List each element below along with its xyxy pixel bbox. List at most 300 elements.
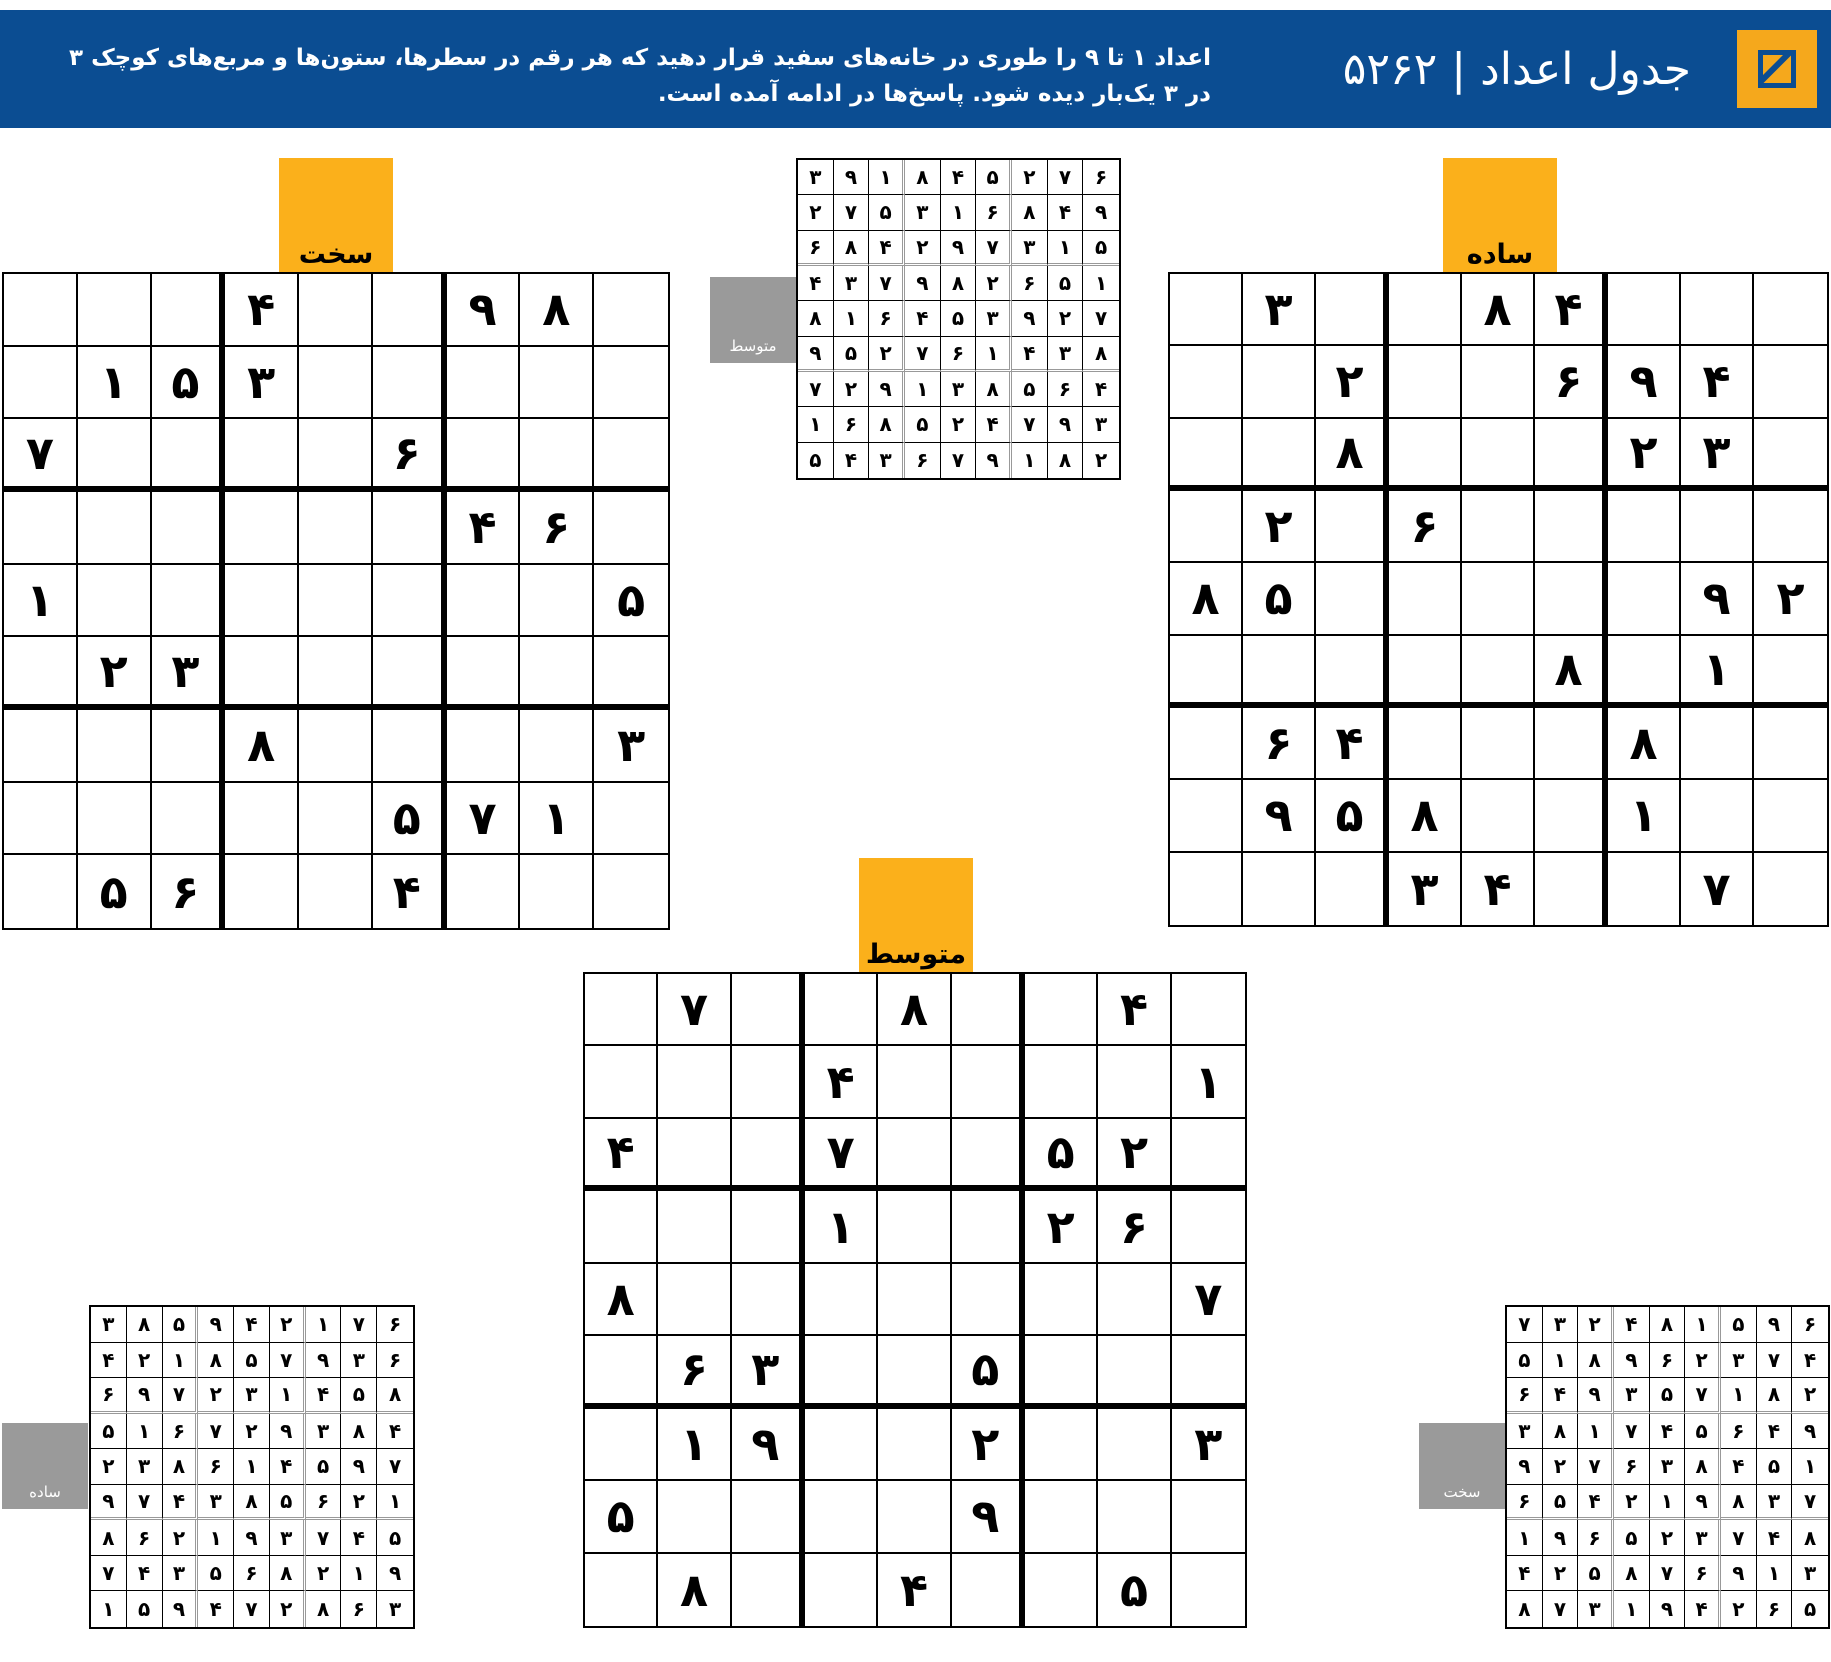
sudoku-cell: ۷ [658, 974, 731, 1046]
sudoku-cell: ۲ [1543, 1556, 1579, 1592]
sudoku-cell: ۸ [270, 1556, 306, 1592]
sudoku-cell [1681, 491, 1754, 563]
sudoku-cell [594, 855, 668, 928]
sudoku-cell [78, 492, 152, 565]
sudoku-cell: ۵ [869, 195, 905, 230]
sudoku-cell: ۶ [869, 301, 905, 336]
sudoku-cell: ۸ [1462, 274, 1535, 346]
sudoku-cell: ۶ [91, 1378, 127, 1414]
sudoku-cell: ۳ [869, 443, 905, 478]
sudoku-cell: ۵ [1048, 266, 1084, 301]
sudoku-cell: ۳ [976, 301, 1012, 336]
sudoku-cell: ۹ [952, 1481, 1025, 1553]
sudoku-cell: ۳ [225, 347, 299, 420]
sudoku-cell: ۵ [976, 160, 1012, 195]
sudoku-cell [1681, 708, 1754, 780]
sudoku-cell: ۵ [1543, 1485, 1579, 1521]
sudoku-cell [585, 1191, 658, 1263]
sudoku-cell [1389, 708, 1462, 780]
sudoku-cell: ۸ [658, 1554, 731, 1626]
sudoku-cell: ۲ [941, 407, 977, 442]
sudoku-cell: ۶ [834, 407, 870, 442]
sudoku-cell [225, 565, 299, 638]
sudoku-cell: ۹ [941, 231, 977, 266]
answer-easy-tag: ساده [2, 1423, 88, 1509]
medium-label-tag [859, 858, 973, 972]
sudoku-cell [1754, 274, 1827, 346]
sudoku-cell: ۸ [1721, 1485, 1757, 1521]
sudoku-cell [732, 1191, 805, 1263]
instructions-text: اعداد ۱ تا ۹ را طوری در خانه‌های سفید قرار دهید که هر رقم در سطرها، ستون‌ها و مربع‌های کوچک ۳ در ۳ یک‌بار دیده شود. پاسخ‌ها در ادامه آمده است. [69, 45, 1211, 107]
sudoku-cell: ۱ [377, 1485, 413, 1521]
sudoku-cell [1170, 491, 1243, 563]
sudoku-cell: ۳ [1681, 419, 1754, 491]
sudoku-cell: ۸ [878, 974, 951, 1046]
sudoku-cell: ۸ [1389, 780, 1462, 852]
sudoku-cell: ۳ [127, 1449, 163, 1485]
sudoku-cell [1316, 491, 1389, 563]
sudoku-cell [1389, 346, 1462, 418]
sudoku-cell [299, 565, 373, 638]
sudoku-cell: ۳ [306, 1414, 342, 1450]
sudoku-cell [1243, 419, 1316, 491]
sudoku-cell [299, 492, 373, 565]
sudoku-cell: ۹ [1012, 301, 1048, 336]
sudoku-cell [447, 710, 521, 783]
sudoku-cell [1170, 780, 1243, 852]
sudoku-cell: ۴ [905, 301, 941, 336]
sudoku-cell [1025, 1264, 1098, 1336]
sudoku-cell: ۸ [1048, 443, 1084, 478]
sudoku-cell [1754, 419, 1827, 491]
sudoku-cell: ۹ [834, 160, 870, 195]
sudoku-cell [1098, 1481, 1171, 1553]
sudoku-cell [585, 1554, 658, 1626]
sudoku-cell: ۸ [1170, 563, 1243, 635]
sudoku-cell: ۶ [127, 1520, 163, 1556]
sudoku-cell: ۵ [377, 1520, 413, 1556]
sudoku-cell: ۴ [941, 160, 977, 195]
sudoku-cell: ۴ [878, 1554, 951, 1626]
sudoku-cell [225, 492, 299, 565]
sudoku-cell: ۶ [341, 1591, 377, 1627]
sudoku-cell: ۸ [869, 407, 905, 442]
sudoku-cell [585, 974, 658, 1046]
sudoku-cell [1462, 708, 1535, 780]
sudoku-cell: ۶ [1083, 160, 1119, 195]
sudoku-cell: ۴ [798, 266, 834, 301]
sudoku-cell: ۲ [198, 1378, 234, 1414]
sudoku-cell: ۷ [834, 195, 870, 230]
sudoku-cell: ۴ [163, 1485, 199, 1521]
sudoku-cell [1389, 419, 1462, 491]
sudoku-cell: ۲ [1721, 1591, 1757, 1627]
sudoku-cell: ۲ [78, 637, 152, 710]
sudoku-cell [1535, 491, 1608, 563]
sudoku-cell: ۸ [234, 1485, 270, 1521]
sudoku-cell: ۲ [1614, 1485, 1650, 1521]
sudoku-cell [520, 419, 594, 492]
sudoku-cell [78, 565, 152, 638]
sudoku-cell [1025, 1409, 1098, 1481]
answer-hard-tag: سخت [1419, 1423, 1505, 1509]
sudoku-cell [1172, 1119, 1245, 1191]
sudoku-cell: ۳ [198, 1485, 234, 1521]
sudoku-cell: ۸ [798, 301, 834, 336]
sudoku-cell: ۲ [91, 1449, 127, 1485]
sudoku-cell: ۸ [1578, 1343, 1614, 1379]
easy-label-tag [1443, 158, 1557, 272]
sudoku-cell: ۹ [377, 1556, 413, 1592]
sudoku-cell [805, 1554, 878, 1626]
sudoku-cell: ۴ [805, 1046, 878, 1118]
sudoku-cell: ۷ [234, 1591, 270, 1627]
sudoku-cell: ۸ [306, 1591, 342, 1627]
sudoku-cell [878, 1191, 951, 1263]
sudoku-cell: ۸ [1608, 708, 1681, 780]
sudoku-cell: ۵ [1578, 1556, 1614, 1592]
sudoku-cell: ۷ [1614, 1414, 1650, 1450]
answer-grid-hard [1505, 1305, 1830, 1629]
sudoku-cell: ۵ [163, 1307, 199, 1343]
sudoku-cell [594, 637, 668, 710]
sudoku-cell: ۵ [1614, 1520, 1650, 1556]
sudoku-cell [1025, 1481, 1098, 1553]
sudoku-cell: ۳ [91, 1307, 127, 1343]
sudoku-cell [594, 274, 668, 347]
sudoku-cell: ۴ [585, 1119, 658, 1191]
sudoku-cell: ۵ [1083, 231, 1119, 266]
sudoku-cell: ۵ [234, 1343, 270, 1379]
sudoku-cell [152, 419, 226, 492]
sudoku-cell: ۴ [1650, 1414, 1686, 1450]
sudoku-cell: ۲ [1316, 346, 1389, 418]
sudoku-cell [447, 855, 521, 928]
sudoku-cell: ۴ [1757, 1414, 1793, 1450]
sudoku-cell: ۴ [373, 855, 447, 928]
sudoku-cell: ۳ [389, 1597, 402, 1622]
sudoku-cell: ۶ [1012, 266, 1048, 301]
sudoku-cell [1025, 1336, 1098, 1408]
hard-label: سخت [298, 239, 374, 270]
sudoku-cell [1389, 636, 1462, 708]
sudoku-cell: ۴ [91, 1343, 127, 1379]
sudoku-cell [878, 1481, 951, 1553]
sudoku-cell: ۵ [585, 1481, 658, 1553]
sudoku-cell [373, 347, 447, 420]
sudoku-cell [4, 783, 78, 856]
sudoku-cell: ۵ [905, 407, 941, 442]
sudoku-cell: ۸ [1685, 1449, 1721, 1485]
sudoku-cell [1172, 1481, 1245, 1553]
sudoku-cell: ۷ [1578, 1449, 1614, 1485]
sudoku-cell: ۲ [976, 266, 1012, 301]
sudoku-cell: ۱ [1048, 231, 1084, 266]
sudoku-cell: ۹ [447, 274, 521, 347]
sudoku-cell: ۴ [1721, 1449, 1757, 1485]
sudoku-cell: ۴ [234, 1307, 270, 1343]
sudoku-cell: ۵ [1650, 1378, 1686, 1414]
sudoku-cell: ۲ [1025, 1191, 1098, 1263]
sudoku-cell [225, 855, 299, 928]
sudoku-cell [4, 492, 78, 565]
sudoku-cell: ۱ [1543, 1343, 1579, 1379]
sudoku-cell: ۵ [1721, 1307, 1757, 1343]
sudoku-cell: ۶ [1685, 1556, 1721, 1592]
sudoku-cell: ۷ [941, 443, 977, 478]
sudoku-cell [878, 1264, 951, 1336]
sudoku-cell: ۹ [306, 1343, 342, 1379]
sudoku-cell [78, 419, 152, 492]
sudoku-cell: ۹ [1614, 1343, 1650, 1379]
sudoku-cell: ۶ [163, 1414, 199, 1450]
sudoku-cell: ۵ [152, 347, 226, 420]
sudoku-cell: ۶ [377, 1307, 413, 1343]
sudoku-cell [1535, 563, 1608, 635]
sudoku-cell [4, 274, 78, 347]
sudoku-cell: ۱ [1792, 1449, 1828, 1485]
sudoku-cell [1535, 853, 1608, 925]
sudoku-cell: ۳ [1685, 1520, 1721, 1556]
sudoku-cell [1389, 563, 1462, 635]
sudoku-cell: ۷ [1681, 853, 1754, 925]
sudoku-cell [152, 710, 226, 783]
sudoku-cell [1608, 274, 1681, 346]
sudoku-cell: ۲ [1608, 419, 1681, 491]
sudoku-cell: ۷ [306, 1520, 342, 1556]
sudoku-cell: ۶ [198, 1449, 234, 1485]
sudoku-cell: ۸ [520, 274, 594, 347]
sudoku-cell [1170, 636, 1243, 708]
sudoku-cell: ۸ [1650, 1307, 1686, 1343]
sudoku-cell [4, 710, 78, 783]
sudoku-cell: ۹ [869, 372, 905, 407]
sudoku-cell: ۴ [1012, 337, 1048, 372]
sudoku-cell [299, 783, 373, 856]
sudoku-cell: ۱ [941, 195, 977, 230]
sudoku-cell: ۵ [270, 1485, 306, 1521]
sudoku-cell: ۶ [1578, 1520, 1614, 1556]
sudoku-cell: ۹ [234, 1520, 270, 1556]
sudoku-cell: ۳ [234, 1378, 270, 1414]
sudoku-cell: ۱ [1507, 1520, 1543, 1556]
sudoku-cell: ۵ [1757, 1449, 1793, 1485]
sudoku-cell: ۱ [1012, 443, 1048, 478]
sudoku-cell: ۵ [341, 1378, 377, 1414]
sudoku-cell [1025, 1554, 1098, 1626]
sudoku-cell [78, 710, 152, 783]
sudoku-cell [373, 492, 447, 565]
sudoku-cell: ۷ [163, 1378, 199, 1414]
sudoku-cell: ۱ [1685, 1307, 1721, 1343]
sudoku-cell: ۲ [1243, 491, 1316, 563]
sudoku-cell: ۴ [1614, 1307, 1650, 1343]
sudoku-cell: ۷ [869, 266, 905, 301]
sudoku-cell: ۱ [1172, 1046, 1245, 1118]
sudoku-cell: ۶ [152, 855, 226, 928]
sudoku-cell: ۶ [976, 195, 1012, 230]
sudoku-cell: ۷ [198, 1414, 234, 1450]
sudoku-cell: ۵ [198, 1556, 234, 1592]
sudoku-cell: ۶ [1098, 1191, 1171, 1263]
brand-logo-icon [1737, 30, 1817, 108]
sudoku-cell [594, 347, 668, 420]
sudoku-cell [1098, 1336, 1171, 1408]
sudoku-cell: ۴ [198, 1591, 234, 1627]
sudoku-cell [1316, 563, 1389, 635]
sudoku-cell [952, 1264, 1025, 1336]
sudoku-cell [952, 974, 1025, 1046]
sudoku-cell: ۸ [1083, 337, 1119, 372]
sudoku-cell: ۱ [798, 407, 834, 442]
sudoku-cell: ۲ [1685, 1343, 1721, 1379]
sudoku-cell [732, 974, 805, 1046]
sudoku-cell [1316, 636, 1389, 708]
answer-medium-tag: متوسط [710, 277, 796, 363]
header-bar [0, 10, 1831, 128]
sudoku-cell: ۲ [306, 1556, 342, 1592]
sudoku-cell [373, 710, 447, 783]
sudoku-cell: ۴ [1048, 195, 1084, 230]
sudoku-cell [878, 1336, 951, 1408]
sudoku-cell [78, 783, 152, 856]
sudoku-cell: ۱ [306, 1307, 342, 1343]
sudoku-cell: ۴ [1535, 274, 1608, 346]
sudoku-cell [805, 1481, 878, 1553]
sudoku-cell [658, 1481, 731, 1553]
sudoku-cell [878, 1409, 951, 1481]
sudoku-cell: ۹ [1792, 1414, 1828, 1450]
sudoku-cell [952, 1046, 1025, 1118]
sudoku-cell: ۹ [1681, 563, 1754, 635]
sudoku-cell [225, 637, 299, 710]
sudoku-cell: ۵ [1316, 780, 1389, 852]
sudoku-cell: ۵ [952, 1336, 1025, 1408]
sudoku-cell [520, 347, 594, 420]
sudoku-cell [585, 1409, 658, 1481]
sudoku-cell [1172, 974, 1245, 1046]
sudoku-cell: ۵ [91, 1414, 127, 1450]
sudoku-cell: ۵ [594, 565, 668, 638]
sudoku-cell [152, 565, 226, 638]
sudoku-cell [447, 565, 521, 638]
sudoku-cell [1098, 1409, 1171, 1481]
sudoku-cell: ۵ [1507, 1343, 1543, 1379]
sudoku-cell: ۲ [341, 1485, 377, 1521]
sudoku-cell: ۸ [976, 372, 1012, 407]
sudoku-cell [952, 1554, 1025, 1626]
sudoku-cell: ۸ [1507, 1591, 1543, 1627]
sudoku-cell [952, 1191, 1025, 1263]
sudoku-cell: ۲ [1095, 448, 1108, 473]
sudoku-cell: ۴ [306, 1378, 342, 1414]
sudoku-cell: ۹ [798, 337, 834, 372]
sudoku-cell: ۳ [270, 1520, 306, 1556]
sudoku-cell: ۵ [1804, 1597, 1817, 1622]
sudoku-cell: ۷ [905, 337, 941, 372]
sudoku-cell: ۸ [1012, 195, 1048, 230]
sudoku-cell: ۳ [1048, 337, 1084, 372]
sudoku-cell [805, 974, 878, 1046]
sudoku-cell: ۵ [1685, 1414, 1721, 1450]
sudoku-cell: ۵ [306, 1449, 342, 1485]
sudoku-cell: ۲ [1754, 563, 1827, 635]
sudoku-cell: ۶ [941, 337, 977, 372]
sudoku-cell: ۴ [1578, 1485, 1614, 1521]
sudoku-cell: ۶ [1650, 1343, 1686, 1379]
easy-label: ساده [1466, 239, 1534, 270]
sudoku-cell: ۳ [834, 266, 870, 301]
sudoku-cell: ۱ [341, 1556, 377, 1592]
sudoku-cell [299, 855, 373, 928]
sudoku-cell: ۶ [798, 231, 834, 266]
sudoku-cell [1754, 491, 1827, 563]
sudoku-cell: ۹ [1757, 1307, 1793, 1343]
sudoku-cell [299, 274, 373, 347]
sudoku-cell: ۸ [127, 1307, 163, 1343]
sudoku-cell [732, 1481, 805, 1553]
sudoku-cell: ۳ [1507, 1414, 1543, 1450]
sudoku-cell [299, 419, 373, 492]
sudoku-cell [1098, 1046, 1171, 1118]
sudoku-cell [1754, 346, 1827, 418]
sudoku-cell [225, 419, 299, 492]
sudoku-cell: ۴ [1792, 1343, 1828, 1379]
sudoku-cell: ۷ [270, 1343, 306, 1379]
sudoku-cell: ۲ [1578, 1307, 1614, 1343]
sudoku-cell: ۲ [1098, 1119, 1171, 1191]
sudoku-cell: ۸ [1316, 419, 1389, 491]
sudoku-cell: ۹ [163, 1591, 199, 1627]
sudoku-cell: ۶ [905, 443, 941, 478]
sudoku-cell: ۷ [1048, 160, 1084, 195]
sudoku-cell: ۸ [585, 1264, 658, 1336]
sudoku-cell [1608, 636, 1681, 708]
sudoku-cell: ۹ [905, 266, 941, 301]
sudoku-cell [1316, 853, 1389, 925]
sudoku-cell: ۲ [163, 1520, 199, 1556]
sudoku-cell: ۴ [127, 1556, 163, 1592]
sudoku-cell: ۷ [805, 1119, 878, 1191]
sudoku-cell: ۴ [1757, 1520, 1793, 1556]
sudoku-cell: ۶ [373, 419, 447, 492]
sudoku-cell: ۴ [225, 274, 299, 347]
sudoku-cell: ۲ [1543, 1449, 1579, 1485]
sudoku-cell [1608, 563, 1681, 635]
sudoku-cell [732, 1046, 805, 1118]
sudoku-cell: ۵ [78, 855, 152, 928]
sudoku-cell: ۶ [1243, 708, 1316, 780]
sudoku-cell: ۴ [834, 443, 870, 478]
sudoku-cell: ۱ [1757, 1556, 1793, 1592]
sudoku-cell: ۱ [805, 1191, 878, 1263]
sudoku-cell [78, 274, 152, 347]
sudoku-cell: ۲ [270, 1307, 306, 1343]
sudoku-cell [4, 855, 78, 928]
sudoku-cell [299, 710, 373, 783]
sudoku-cell: ۲ [1650, 1520, 1686, 1556]
sudoku-cell: ۳ [1614, 1378, 1650, 1414]
sudoku-cell: ۹ [198, 1307, 234, 1343]
sudoku-cell [225, 783, 299, 856]
sudoku-cell: ۵ [1243, 563, 1316, 635]
sudoku-cell: ۲ [1048, 301, 1084, 336]
sudoku-cell [1172, 1336, 1245, 1408]
sudoku-cell [1172, 1554, 1245, 1626]
sudoku-cell [1681, 274, 1754, 346]
sudoku-cell: ۴ [869, 231, 905, 266]
sudoku-cell: ۷ [447, 783, 521, 856]
